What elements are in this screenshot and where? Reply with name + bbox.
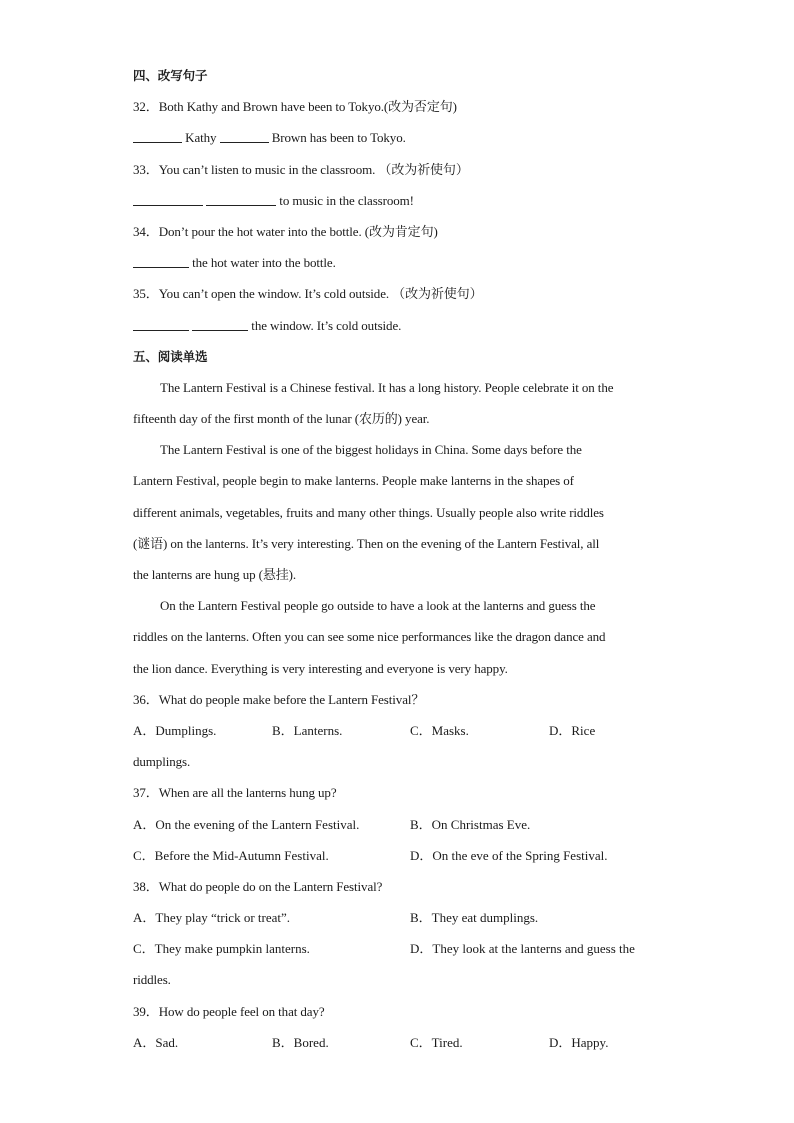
- question-36-prompt: 36．What do people make before the Lantern Festival？: [133, 691, 425, 707]
- answer-text: the hot water into the bottle.: [189, 255, 336, 271]
- option-a[interactable]: A．On the evening of the Lantern Festival.: [133, 816, 360, 832]
- question-37-options-row2: [133, 840, 673, 871]
- option-d-continuation: riddles.: [133, 972, 171, 988]
- option-d[interactable]: D．Happy.: [549, 1034, 609, 1050]
- passage-line: riddles on the lanterns. Often you can see some nice performances like the dragon dance and: [133, 629, 606, 645]
- question-34-prompt: 34．Don’t pour the hot water into the bottle. (改为肯定句): [133, 223, 438, 239]
- option-d[interactable]: D．They look at the lanterns and guess the: [410, 941, 635, 957]
- answer-text: the window. It’s cold outside.: [248, 317, 402, 333]
- option-b[interactable]: B．They eat dumplings.: [410, 910, 539, 926]
- answer-blank[interactable]: [220, 128, 269, 143]
- option-b[interactable]: B．Bored.: [272, 1034, 329, 1050]
- section-title-rewrite: 四、改写句子: [133, 68, 208, 83]
- question-34-answer-line: [133, 247, 673, 278]
- question-38-prompt: 38．What do people do on the Lantern Festival?: [133, 878, 383, 894]
- question-37-prompt: 37．When are all the lanterns hung up?: [133, 785, 337, 801]
- question-36-options: [133, 715, 673, 746]
- option-a[interactable]: A．They play “trick or treat”.: [133, 910, 291, 926]
- question-39-options: [133, 1027, 673, 1058]
- option-d[interactable]: D．On the eve of the Spring Festival.: [410, 847, 608, 863]
- question-35-answer-line: [133, 310, 673, 341]
- option-c[interactable]: C．Tired.: [410, 1034, 463, 1050]
- question-35-prompt: 35．You can’t open the window. It’s cold outside. （改为祈使句）: [133, 286, 483, 302]
- passage-line: (谜语) on the lanterns. It’s very interesting. Then on the evening of the Lantern Festival, all: [133, 535, 600, 551]
- passage-line: fifteenth day of the first month of the lunar (农历的) year.: [133, 411, 430, 427]
- answer-text: Kathy: [182, 130, 220, 146]
- passage-line: the lanterns are hung up (悬挂).: [133, 567, 297, 582]
- passage-line: Lantern Festival, people begin to make lanterns. People make lanterns in the shapes of: [133, 473, 574, 489]
- answer-text: Brown has been to Tokyo.: [268, 130, 406, 146]
- question-38-options-row1: [133, 902, 673, 933]
- option-c[interactable]: C．Before the Mid-Autumn Festival.: [133, 847, 329, 863]
- passage-line: different animals, vegetables, fruits and many other things. Usually people also write riddles: [133, 504, 604, 520]
- answer-blank[interactable]: [133, 316, 189, 331]
- question-39-prompt: 39．How do people feel on that day?: [133, 1003, 325, 1019]
- question-32-answer-line: [133, 122, 673, 153]
- passage-line: the lion dance. Everything is very interesting and everyone is very happy.: [133, 660, 508, 676]
- option-a[interactable]: A．Sad.: [133, 1034, 179, 1050]
- question-38-options-row2: [133, 933, 673, 964]
- answer-blank[interactable]: [133, 253, 189, 268]
- option-c[interactable]: C．They make pumpkin lanterns.: [133, 941, 310, 957]
- answer-blank[interactable]: [133, 128, 182, 143]
- passage-line: The Lantern Festival is one of the biggest holidays in China. Some days before the: [160, 442, 582, 458]
- answer-blank[interactable]: [192, 316, 248, 331]
- question-33-prompt: 33．You can’t listen to music in the classroom. （改为祈使句）: [133, 161, 469, 177]
- option-d-continuation: dumplings.: [133, 754, 191, 770]
- answer-blank[interactable]: [133, 191, 203, 206]
- answer-text: to music in the classroom!: [276, 192, 414, 208]
- question-32-prompt: 32．Both Kathy and Brown have been to Tokyo.(改为否定句): [133, 99, 457, 115]
- option-b[interactable]: B．On Christmas Eve.: [410, 816, 531, 832]
- question-33-answer-line: [133, 185, 673, 216]
- option-b[interactable]: B．Lanterns.: [272, 722, 343, 738]
- passage-line: On the Lantern Festival people go outside to have a look at the lanterns and guess the: [160, 598, 596, 614]
- passage-line: The Lantern Festival is a Chinese festival. It has a long history. People celebrate it on the: [160, 379, 614, 395]
- option-c[interactable]: C．Masks.: [410, 722, 469, 738]
- worksheet-page: [133, 60, 673, 1058]
- question-37-options-row1: [133, 809, 673, 840]
- option-d[interactable]: D．Rice: [549, 722, 596, 738]
- answer-blank[interactable]: [206, 191, 276, 206]
- option-a[interactable]: A．Dumplings.: [133, 722, 217, 738]
- section-title-reading: 五、阅读单选: [133, 348, 208, 364]
